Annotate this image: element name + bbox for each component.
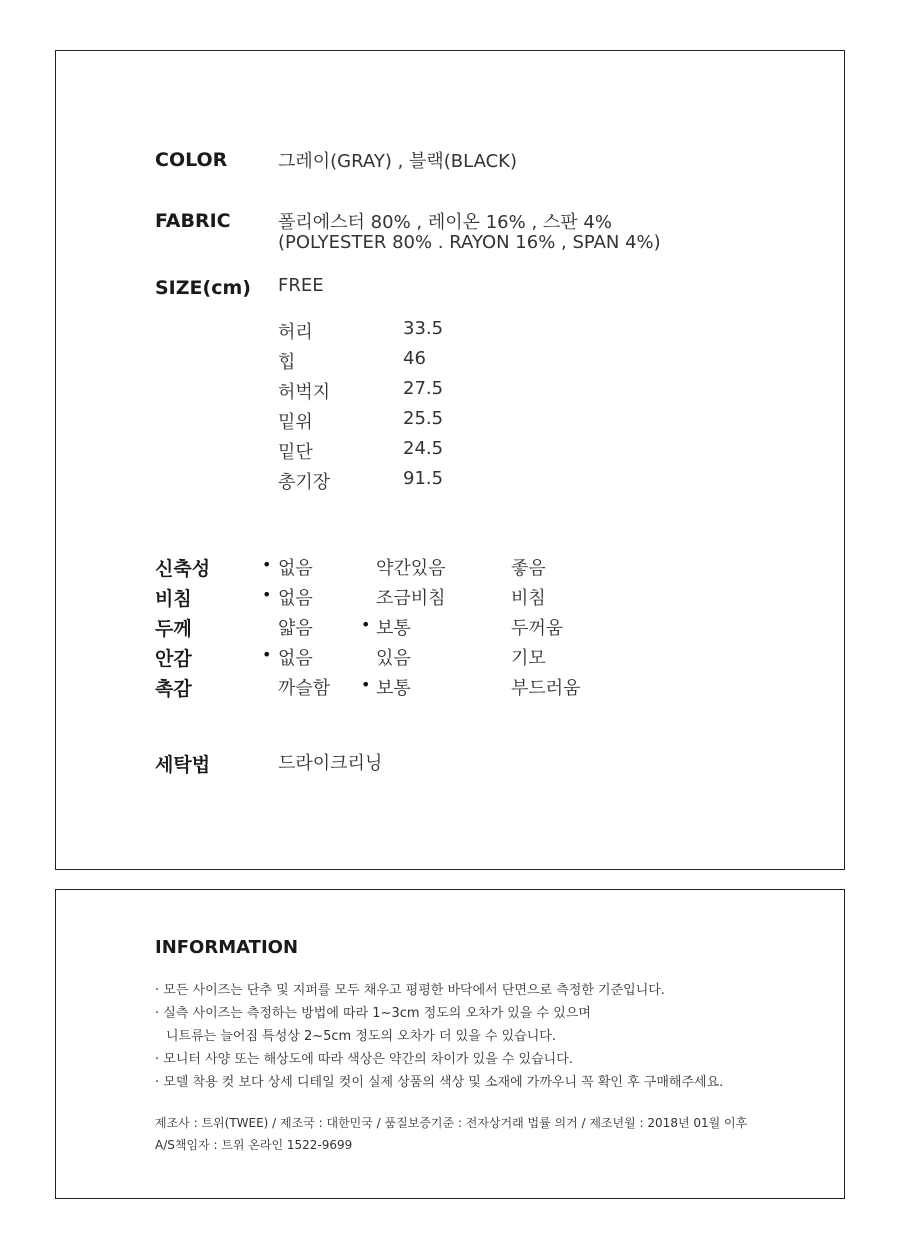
property-option: 두꺼움 (511, 618, 564, 639)
size-row-name: 허벅지 (278, 382, 331, 403)
property-label: 두께 (155, 618, 192, 640)
property-option: 없음 (278, 588, 313, 609)
property-option: 약간있음 (376, 558, 446, 579)
selected-bullet: • (361, 675, 371, 694)
as-contact-info: A/S책임자 : 트위 온라인 1522-9699 (155, 1138, 353, 1152)
size-row-name: 힙 (278, 352, 296, 373)
selected-bullet: • (262, 645, 272, 664)
info-line: · 모든 사이즈는 단추 및 지퍼를 모두 채우고 평평한 바닥에서 단면으로 측정한 기준입니다. (155, 983, 665, 998)
selected-bullet: • (361, 615, 371, 634)
property-label: 안감 (155, 648, 192, 670)
fabric-value-korean: 폴리에스터 80% , 레이온 16% , 스판 4% (278, 212, 612, 233)
size-value: FREE (278, 275, 324, 296)
size-row-value: 25.5 (403, 408, 444, 429)
selected-bullet: • (262, 555, 272, 574)
property-option: 없음 (278, 648, 313, 669)
size-label: SIZE(cm) (155, 277, 251, 299)
property-option: 보통 (376, 678, 411, 699)
property-option: 얇음 (278, 618, 313, 639)
property-label: 비침 (155, 588, 192, 610)
info-line: · 모니터 사양 또는 해상도에 따라 색상은 약간의 차이가 있을 수 있습니다. (155, 1052, 573, 1067)
property-option: 있음 (376, 648, 411, 669)
color-value: 그레이(GRAY) , 블랙(BLACK) (278, 151, 517, 172)
property-option: 까슬함 (278, 678, 331, 699)
property-option: 없음 (278, 558, 313, 579)
property-option: 조금비침 (376, 588, 446, 609)
info-line: 니트류는 늘어짐 특성상 2~5cm 정도의 오차가 더 있을 수 있습니다. (166, 1029, 556, 1044)
size-row-name: 총기장 (278, 472, 331, 493)
size-row-name: 허리 (278, 322, 313, 343)
size-row-value: 33.5 (403, 318, 444, 339)
info-line: · 모델 착용 컷 보다 상세 디테일 컷이 실제 상품의 색상 및 소재에 가까우니 꼭 확인 후 구매해주세요. (155, 1075, 724, 1090)
size-row-value: 91.5 (403, 468, 444, 489)
product-spec-panel (55, 50, 845, 870)
wash-value: 드라이크리닝 (278, 753, 383, 774)
property-option: 기모 (511, 648, 546, 669)
property-option: 비침 (511, 588, 546, 609)
selected-bullet: • (262, 585, 272, 604)
fabric-label: FABRIC (155, 210, 231, 232)
information-title: INFORMATION (155, 937, 299, 958)
property-label: 촉감 (155, 678, 192, 700)
size-row-name: 밑단 (278, 442, 313, 463)
size-row-value: 27.5 (403, 378, 444, 399)
wash-label: 세탁법 (155, 754, 211, 776)
property-option: 좋음 (511, 558, 546, 579)
info-line: · 실측 사이즈는 측정하는 방법에 따라 1~3cm 정도의 오차가 있을 수 있으며 (155, 1006, 591, 1021)
size-row-value: 24.5 (403, 438, 444, 459)
property-label: 신축성 (155, 558, 211, 580)
property-option: 부드러움 (511, 678, 581, 699)
property-option: 보통 (376, 618, 411, 639)
size-row-name: 밑위 (278, 412, 313, 433)
manufacturer-info: 제조사 : 트위(TWEE) / 제조국 : 대한민국 / 품질보증기준 : 전자상거래 법률 의거 / 제조년월 : 2018년 01월 이후 (155, 1116, 748, 1130)
color-label: COLOR (155, 149, 228, 171)
size-row-value: 46 (403, 348, 426, 369)
fabric-value-english: (POLYESTER 80% . RAYON 16% , SPAN 4%) (278, 232, 661, 253)
